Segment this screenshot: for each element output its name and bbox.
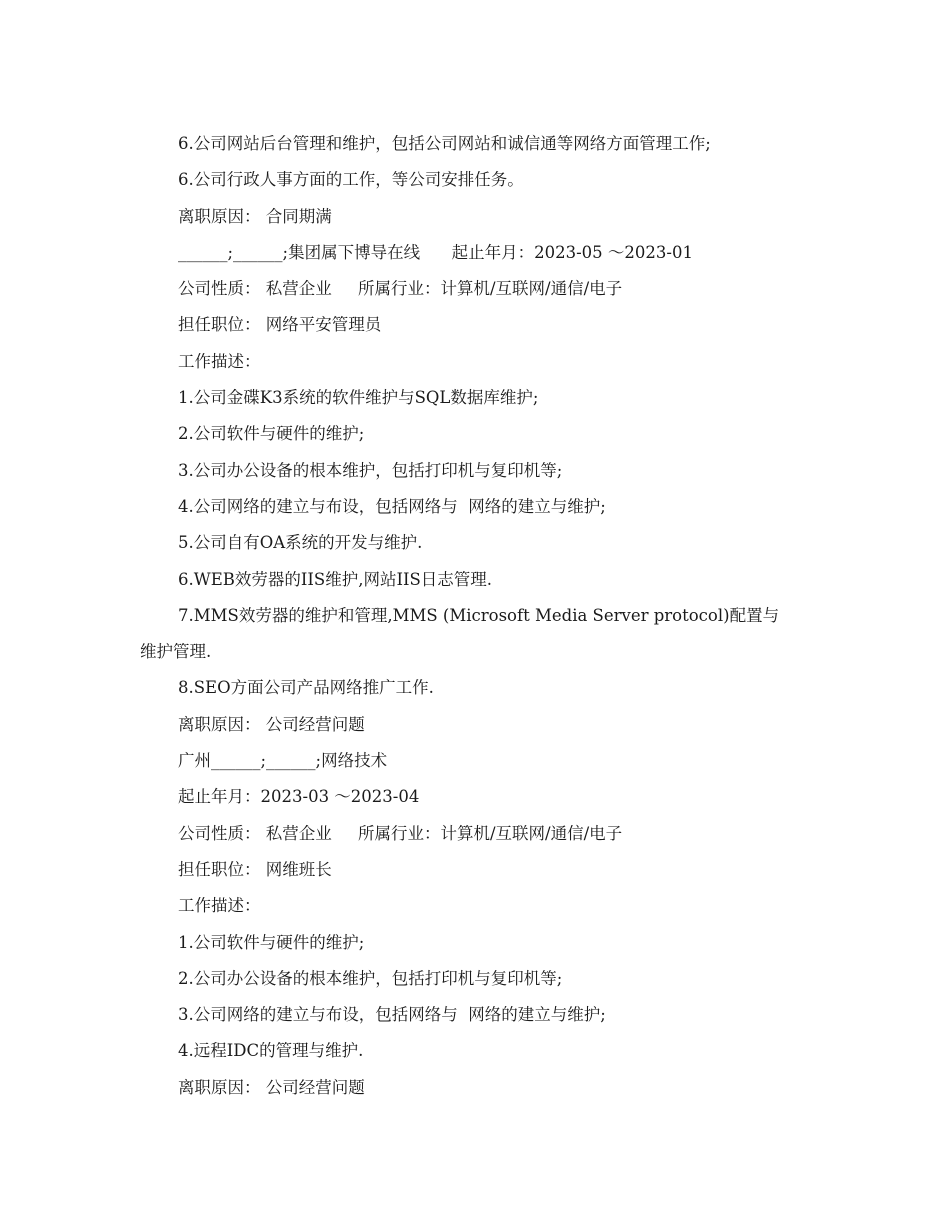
text-line: 维护管理. [140,642,212,662]
text-line: 7.MMS效劳器的维护和管理,MMS (Microsoft Media Server protocol)配置与 [178,605,780,625]
text-line: 1.公司软件与硬件的维护; [178,932,365,952]
text-line: 5.公司自有OA系统的开发与维护. [178,533,423,553]
text-line: 工作描述： [178,896,261,916]
text-line: 6.公司网站后台管理和维护，包括公司网站和诚信通等网络方面管理工作; [178,134,711,153]
text-line: 离职原因： 公司经营问题 [178,714,365,734]
text-line: ______;______;集团属下博导在线 起止年月：2023-05 ～2023-01 [178,242,693,262]
text-line: 1.公司金碟K3系统的软件维护与SQL数据库维护; [178,388,539,408]
text-line: 起止年月：2023-03 ～2023-04 [178,787,420,807]
text-line: 4.公司网络的建立与布设，包括网络与 网络的建立与维护; [178,496,606,516]
text-line: 广州______;______;网络技术 [178,751,388,771]
text-line: 3.公司办公设备的根本维护，包括打印机与复印机等; [178,460,563,480]
text-line: 担任职位： 网维班长 [178,859,332,879]
text-line: 2.公司办公设备的根本维护，包括打印机与复印机等; [178,968,563,988]
text-line: 6.WEB效劳器的IIS维护,网站IIS日志管理. [178,569,493,589]
document-body [140,126,820,1106]
text-line: 6.公司行政人事方面的工作，等公司安排任务。 [178,170,524,190]
text-line: 离职原因： 合同期满 [178,206,332,226]
text-line: 8.SEO方面公司产品网络推广工作. [178,678,434,698]
text-line: 4.远程IDC的管理与维护. [178,1041,364,1061]
text-line: 工作描述： [178,351,261,371]
text-line: 离职原因： 公司经营问题 [178,1077,365,1097]
text-line: 担任职位： 网络平安管理员 [178,315,382,335]
text-line: 公司性质： 私营企业 所属行业：计算机/互联网/通信/电子 [178,279,623,299]
text-line: 2.公司软件与硬件的维护; [178,424,365,444]
text-line: 3.公司网络的建立与布设，包括网络与 网络的建立与维护; [178,1005,606,1025]
text-line: 公司性质： 私营企业 所属行业：计算机/互联网/通信/电子 [178,823,623,843]
